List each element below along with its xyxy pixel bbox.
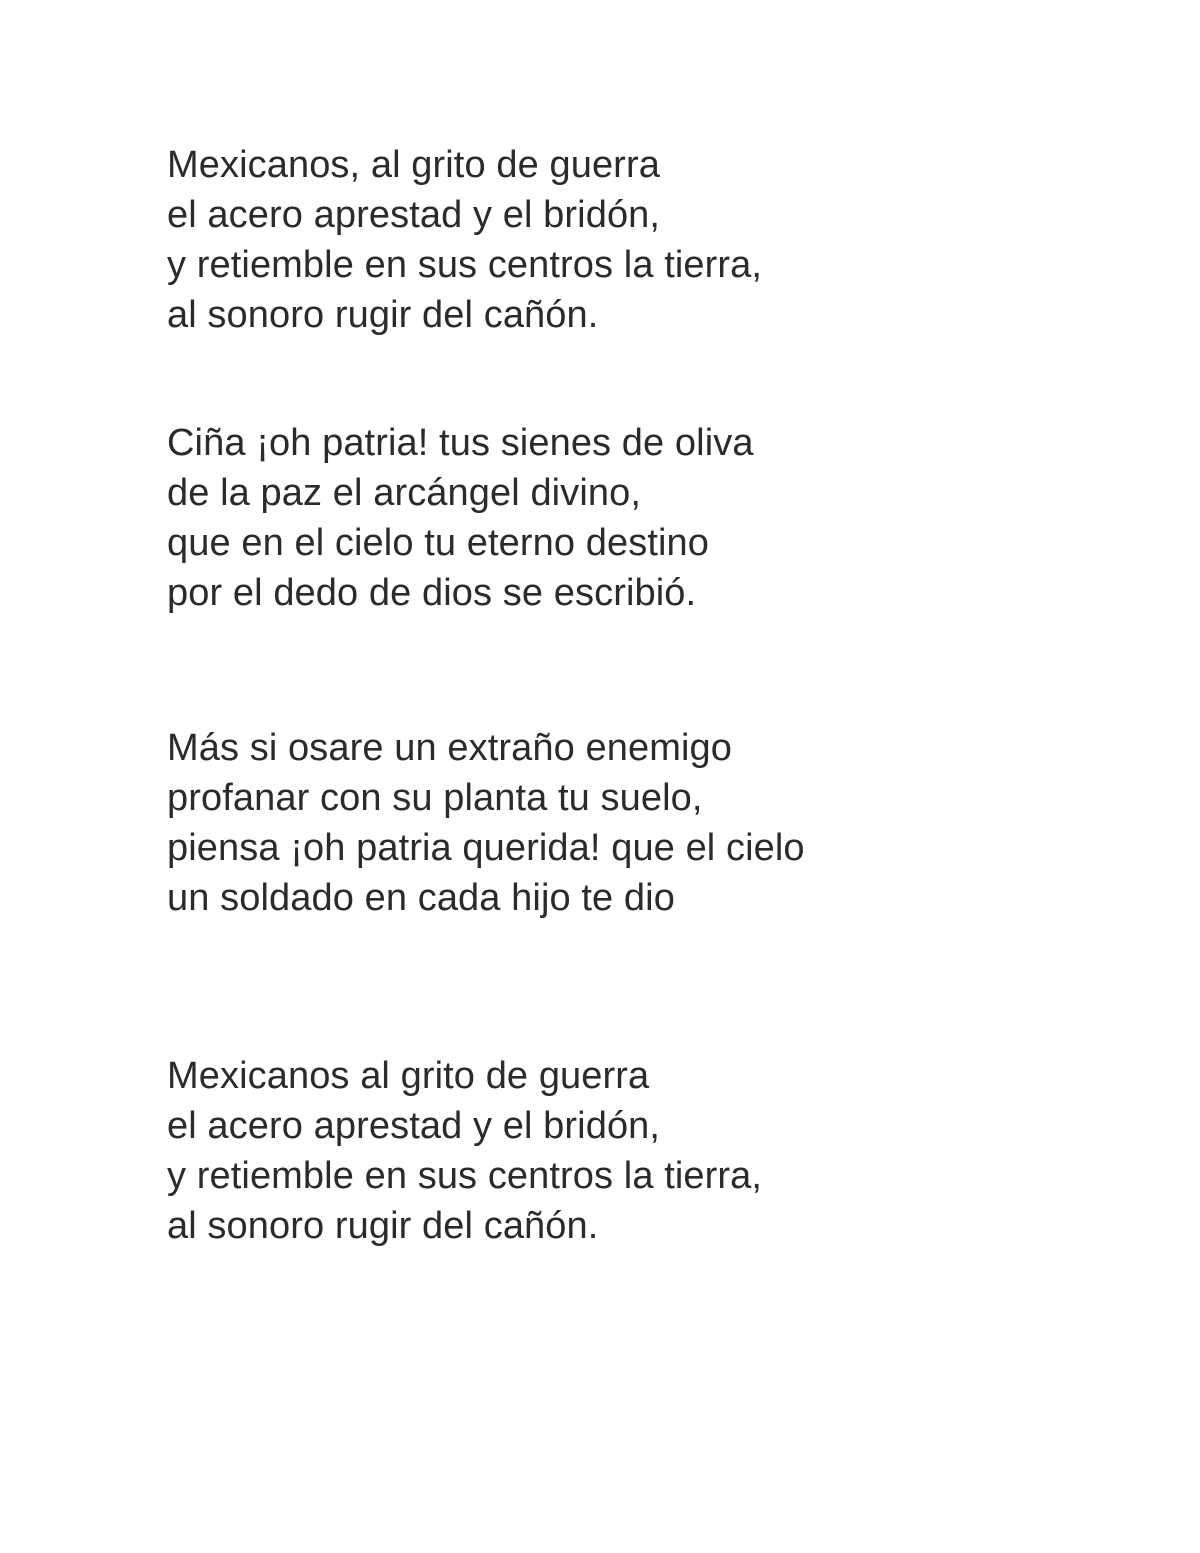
stanza-line: por el dedo de dios se escribió. — [167, 572, 697, 614]
stanza-4 — [167, 1051, 762, 1251]
stanza-line: el acero aprestad y el bridón, — [167, 1105, 661, 1147]
stanza-2 — [167, 418, 754, 618]
stanza-line: al sonoro rugir del cañón. — [167, 1205, 599, 1247]
stanza-line: que en el cielo tu eterno destino — [167, 522, 710, 564]
stanza-line: Mexicanos al grito de guerra — [167, 1055, 650, 1097]
stanza-line: Más si osare un extraño enemigo — [167, 727, 732, 769]
stanza-line: un soldado en cada hijo te dio — [167, 877, 675, 919]
stanza-line: al sonoro rugir del cañón. — [167, 294, 599, 336]
stanza-line: Mexicanos, al grito de guerra — [167, 144, 660, 186]
stanza-line: y retiemble en sus centros la tierra, — [167, 244, 763, 286]
stanza-line: profanar con su planta tu suelo, — [167, 777, 703, 819]
stanza-line: y retiemble en sus centros la tierra, — [167, 1155, 763, 1197]
stanza-line: Ciña ¡oh patria! tus sienes de oliva — [167, 422, 754, 464]
stanza-line: de la paz el arcángel divino, — [167, 472, 641, 514]
stanza-line: el acero aprestad y el bridón, — [167, 194, 661, 236]
stanza-line: piensa ¡oh patria querida! que el cielo — [167, 827, 805, 869]
stanza-3 — [167, 723, 805, 923]
stanza-1 — [167, 140, 762, 340]
